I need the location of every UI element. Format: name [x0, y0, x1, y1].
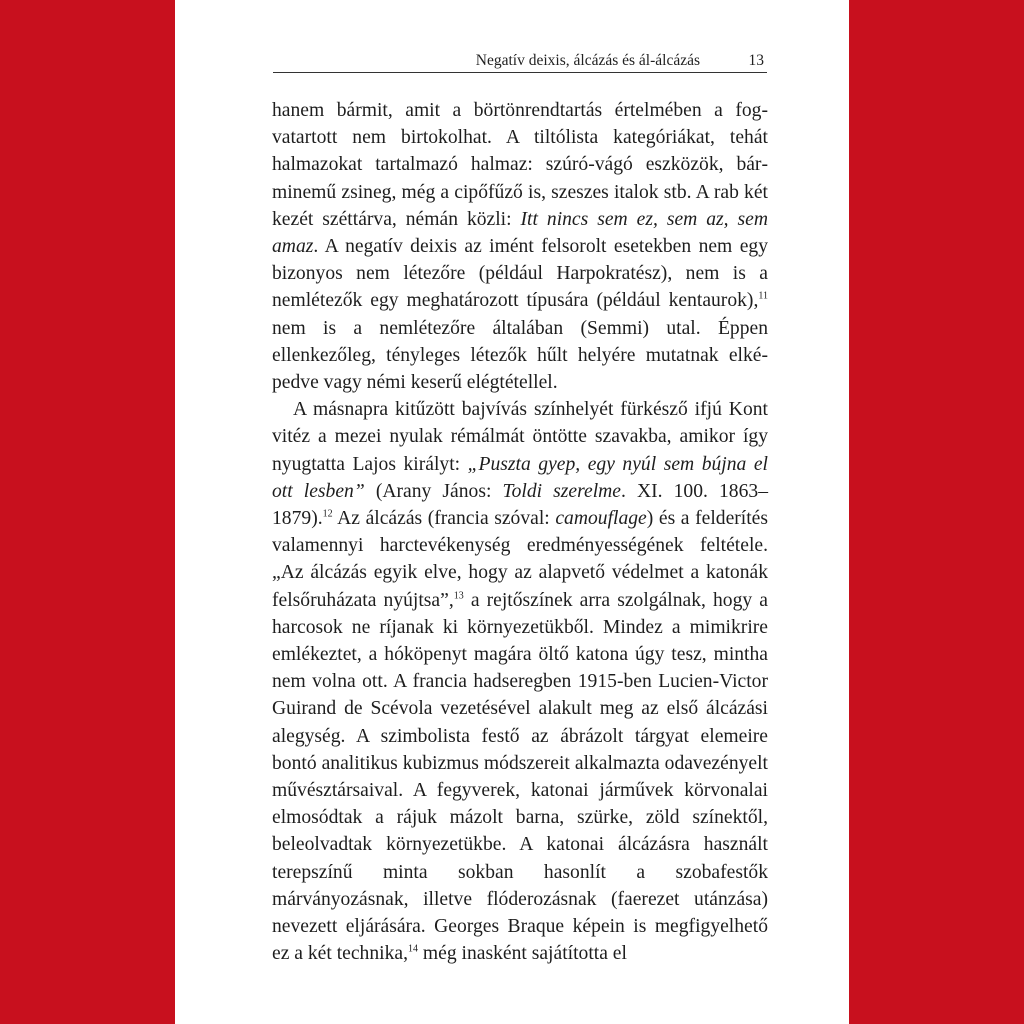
text-run: ) és a felderítés valamennyi harctevékenység eredményességének feltétele. „Az álcázás egyik elve, hogy az alapvető védelmet a katonák felsőruházata nyújtsa”,: [272, 508, 768, 611]
paragraph-2: [272, 396, 768, 967]
text-run: hanem bármit, amit a börtönrendtartás értelmében a fogvatartott nem birtokolhat. A tiltólista kategóriákat, tehát halmazokat tartalmazó halmaz: szúró-vágó eszközök, bárminemű zsineg, még a cipőfűző is, szeszes italok stb. A rab két kezét széttárva, némán közli:: [272, 100, 768, 230]
footnote-ref-13[interactable]: 13: [453, 590, 464, 602]
text-run: (Arany János:: [364, 480, 503, 502]
italic-term: camouflage: [555, 508, 647, 530]
running-header: [273, 50, 767, 73]
italic-quote: Itt nincs sem ez, sem az, sem amaz: [272, 208, 768, 258]
text-run: nem is a nemlétezőre általában (Semmi) utal. Éppen ellenkezőleg, tényleges létezők hűlt helyére mutatnak elképedve vagy némi keserű elégtétellel.: [272, 317, 768, 394]
italic-quote: „Puszta gyep, egy nyúl sem bújna el ott lesben”: [272, 453, 768, 502]
text-run: Az álcázás (francia szóval:: [332, 508, 556, 530]
page-number: 13: [748, 52, 764, 69]
text-run: A másnapra kitűzött bajvívás színhelyét fürkésző ifjú Kont vitéz a mezei nyulak rémálmát öntötte szavakba, amikor így nyugtatta Lajos királyt:: [272, 399, 768, 475]
footnote-ref-12[interactable]: 12: [322, 508, 333, 520]
text-run: még inasként sajátította el: [418, 943, 627, 965]
text-run: . A negatív deixis az imént felsorolt esetekben nem egy bizonyos nem létezőre (például Harpokratész), nem is a nemlétezők egy meghatározott típusára (például kentaurok),: [272, 236, 768, 312]
italic-work-title: Toldi szerelme: [502, 480, 621, 502]
book-page: [175, 0, 849, 1024]
footnote-ref-11[interactable]: 11: [758, 290, 768, 302]
text-run: . XI. 100. 1863–1879).: [272, 480, 768, 530]
footnote-ref-14[interactable]: 14: [408, 943, 418, 955]
paragraph-1: [272, 97, 768, 396]
body-text: [272, 97, 768, 968]
running-title: Negatív deixis, álcázás és ál-álcázás: [475, 52, 700, 69]
text-run: a rejtőszínek arra szolgálnak, hogy a harcosok ne ríjanak ki környezetükből. Mindez a mimikrire emlékeztet, a hóköpenyt magára öltő katona úgy tesz, mintha nem volna ott. A francia hadseregben 1915-ben Lucien-Victor Guirand de Scévola vezetésével alakult meg az első álcázási alegység. A szimbolista festő az ábrázolt tárgyat elemeire bontó analitikus kubizmus módszereit alkalmazta odavezényelt művésztársaival. A fegyverek, katonai járművek körvonalai elmosódtak a rájuk mázolt barna, szürke, zöld színektől, beleolvadtak környezetükbe. A katonai álcázásra használt terepszínű minta sokban hasonlít a szobafestők márványozásnak, illetve flóderozásnak (faerezet utánzása) nevezett eljárására. Georges Braque képein is megfigyelhető ez a két technika,: [272, 589, 768, 965]
